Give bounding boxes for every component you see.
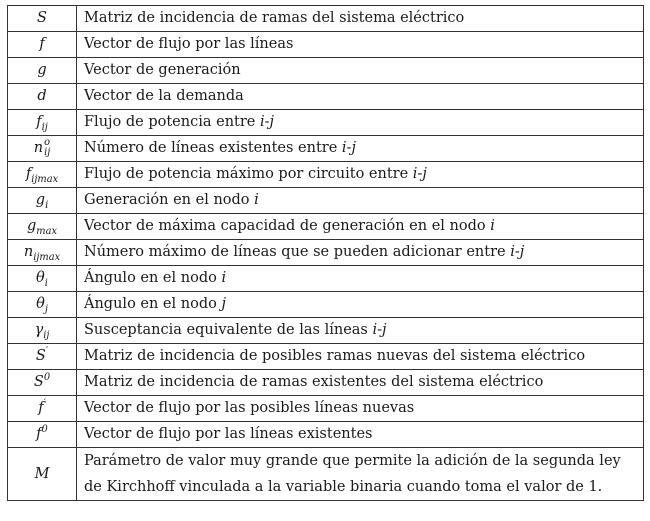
description-variable: i	[221, 270, 227, 286]
description-text: Número de líneas existentes entre	[84, 140, 342, 156]
description-variable: i-j	[412, 166, 427, 182]
symbol-base: S	[33, 373, 44, 390]
description-cell	[77, 370, 644, 396]
symbol-cell	[8, 292, 77, 318]
symbol-base: g	[37, 61, 47, 78]
symbol-base: θ	[36, 295, 45, 312]
description-variable: i-j	[372, 322, 387, 338]
table-row	[8, 396, 644, 422]
symbol-superscript: 0	[43, 371, 51, 383]
symbol-cell	[8, 318, 77, 344]
symbol-cell	[8, 266, 77, 292]
symbol-base: n	[23, 243, 34, 260]
description-cell	[77, 318, 644, 344]
table-row	[8, 136, 644, 162]
description-variable: i-j	[259, 114, 275, 130]
description-cell	[77, 214, 644, 240]
symbol-base: g	[35, 191, 46, 208]
description-cell	[77, 396, 644, 422]
symbol-superscript: ′	[45, 345, 49, 357]
symbol-subscript: ijmax	[31, 173, 59, 185]
symbol-superscript: 0	[41, 423, 48, 435]
description-text: Flujo de potencia máximo por circuito entre	[84, 166, 413, 182]
description-cell	[77, 240, 644, 266]
table-row	[8, 318, 644, 344]
description-cell	[77, 136, 644, 162]
symbol-cell	[8, 58, 77, 84]
table-row	[8, 6, 644, 32]
description-cell	[77, 84, 644, 110]
description-text: Flujo de potencia entre	[84, 114, 260, 130]
symbol-cell	[8, 6, 77, 32]
description-text: Vector de máxima capacidad de generación en el nodo	[84, 218, 491, 234]
description-text: Matriz de incidencia de ramas existentes del sistema eléctrico	[84, 374, 544, 390]
symbol-cell	[8, 422, 77, 448]
description-cell	[77, 58, 644, 84]
table-row	[8, 370, 644, 396]
description-text: Vector de flujo por las posibles líneas nuevas	[84, 400, 415, 416]
nomenclature-sheet	[7, 5, 644, 501]
symbol-base: g	[26, 217, 37, 234]
symbol-base: f	[38, 399, 44, 416]
nomenclature-body	[8, 6, 644, 501]
symbol-cell	[8, 214, 77, 240]
description-text: Vector de generación	[84, 62, 241, 78]
description-text: Matriz de incidencia de ramas del sistema eléctrico	[84, 10, 465, 26]
description-cell	[77, 32, 644, 58]
symbol-subscript: max	[36, 225, 58, 237]
symbol-base: d	[37, 87, 47, 104]
symbol-cell	[8, 240, 77, 266]
symbol-cell	[8, 84, 77, 110]
description-cell	[77, 162, 644, 188]
symbol-subscript: ij	[43, 329, 50, 341]
symbol-cell	[8, 32, 77, 58]
symbol-cell	[8, 136, 77, 162]
description-cell	[77, 110, 644, 136]
description-cell	[77, 188, 644, 214]
description-variable: i-j	[341, 140, 356, 156]
description-cell	[77, 344, 644, 370]
table-row	[8, 188, 644, 214]
symbol-base: M	[34, 465, 50, 482]
symbol-cell	[8, 344, 77, 370]
symbol-subscript: i	[44, 277, 48, 289]
symbol-subscript: ij	[41, 121, 48, 133]
symbol-base: S	[35, 347, 46, 364]
symbol-base: S	[37, 9, 47, 26]
symbol-base: γ	[34, 321, 44, 338]
symbol-cell	[8, 162, 77, 188]
description-text: Generación en el nodo	[84, 192, 255, 208]
nomenclature-table	[7, 5, 644, 501]
table-row	[8, 344, 644, 370]
symbol-subscript: ijmax	[33, 251, 61, 263]
symbol-base: f	[36, 425, 42, 442]
symbol-superscript: o	[44, 137, 50, 149]
description-text: Ángulo en el nodo	[84, 296, 222, 312]
description-cell	[77, 6, 644, 32]
description-variable: j	[221, 296, 226, 312]
symbol-base: f	[36, 113, 42, 130]
symbol-subscript: ij	[44, 147, 51, 158]
symbol-cell	[8, 448, 77, 501]
description-text: Vector de flujo por las líneas	[84, 36, 294, 52]
symbol-cell	[8, 396, 77, 422]
description-text: Ángulo en el nodo	[84, 270, 222, 286]
table-row	[8, 162, 644, 188]
symbol-base: f	[25, 165, 32, 182]
symbol-cell	[8, 370, 77, 396]
description-text: Susceptancia equivalente de las líneas	[84, 322, 373, 338]
description-cell	[77, 422, 644, 448]
table-row	[8, 292, 644, 318]
symbol-superscript: ′	[43, 397, 46, 409]
description-text: Vector de flujo por las líneas existentes	[84, 426, 373, 442]
symbol-subscript: j	[44, 303, 48, 315]
description-variable: i-j	[510, 244, 525, 260]
table-row	[8, 32, 644, 58]
table-row	[8, 84, 644, 110]
description-text: Matriz de incidencia de posibles ramas nuevas del sistema eléctrico	[84, 348, 586, 364]
symbol-base: f	[39, 35, 45, 52]
table-row	[8, 214, 644, 240]
description-variable: i	[490, 218, 495, 234]
description-cell	[77, 266, 644, 292]
description-text: Número máximo de líneas que se pueden adicionar entre	[84, 244, 511, 260]
table-row	[8, 266, 644, 292]
symbol-cell	[8, 188, 77, 214]
table-row	[8, 110, 644, 136]
description-cell	[77, 292, 644, 318]
table-row	[8, 58, 644, 84]
description-variable: i	[254, 192, 259, 208]
symbol-subscript: i	[45, 199, 49, 211]
symbol-base: θ	[36, 269, 45, 286]
table-row	[8, 422, 644, 448]
symbol-cell	[8, 110, 77, 136]
description-text: Vector de la demanda	[84, 88, 244, 104]
table-row	[8, 240, 644, 266]
description-text: Parámetro de valor muy grande que permite la adición de la segunda ley de Kirchhoff vinculada a la variable binaria cuando toma el valor de 1.	[84, 453, 621, 495]
description-cell	[77, 448, 644, 501]
symbol-base: n	[33, 140, 44, 156]
table-row	[8, 448, 644, 501]
